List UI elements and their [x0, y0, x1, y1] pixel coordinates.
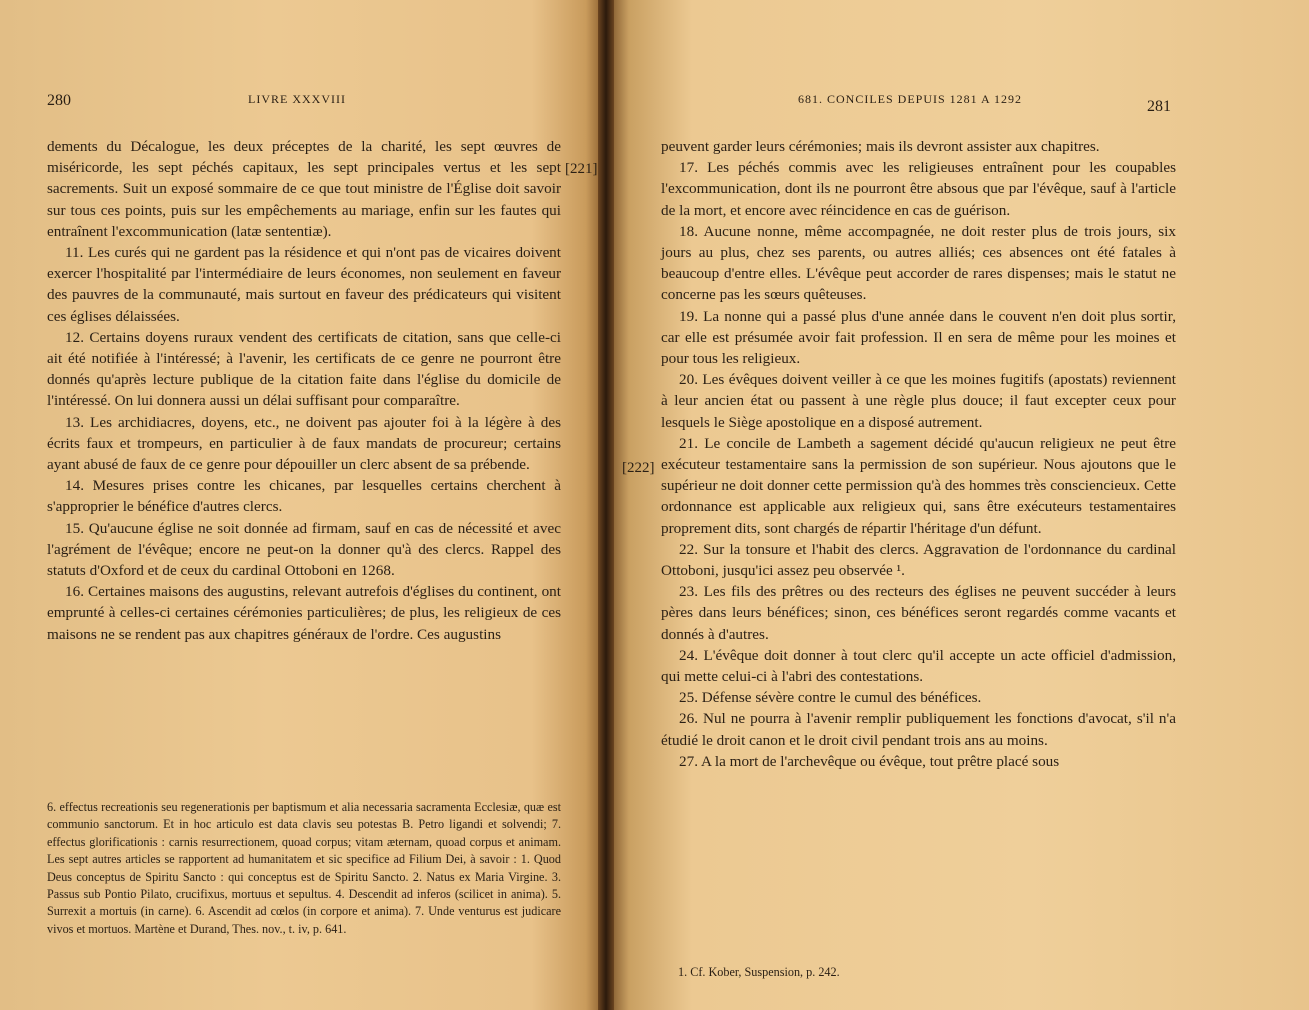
paragraph: 27. A la mort de l'archevêque ou évêque, tout prêtre placé sous [679, 752, 1060, 770]
paragraph: 18. Aucune nonne, même accompagnée, ne doit rester plus de trois jours, six jours au plus, chez ses parents, ou autres alliés; ces absences ont été fatales à beaucoup d'entre elles. L'évêque peut accorder de rares dispenses; mais le statut ne concerne pas les sœurs quêteuses. [661, 222, 1176, 304]
right-page [608, 0, 1309, 1010]
paragraph: 26. Nul ne pourra à l'avenir remplir publiquement les fonctions d'avocat, s'il n'a étudié le droit canon et le droit civil pendant trois ans au moins. [661, 710, 1176, 749]
paragraph: 17. Les péchés commis avec les religieuses entraînent pour les coupables l'excommunication, dont ils ne pourront être absous que par l'évêque, sauf à l'article de la mort, et encore avec réincidence en cas de guérison. [661, 159, 1176, 219]
paragraph: 21. Le concile de Lambeth a sagement décidé qu'aucun religieux ne peut être exécuteur testamentaire sans la permission de son supérieur. Nous ajoutons que le supérieur ne doit donner cette permission qu'à des hommes très consciencieux. Cette ordonnance est applicable aux religieux qui, sans être exécuteurs testamentaires proprement dits, sont chargés de répartir l'héritage d'un défunt. [661, 434, 1176, 537]
paragraph: 14. Mesures prises contre les chicanes, par lesquelles certains cherchent à s'approprier le bénéfice d'autres clercs. [47, 477, 561, 516]
footnote-text: 1. Cf. Kober, Suspension, p. 242. [678, 965, 840, 979]
paragraph: dements du Décalogue, les deux préceptes de la charité, les sept œuvres de miséricorde, les sept péchés capitaux, les sept principales vertus et les sept sacrements. Suit un exposé sommaire de ce que tout ministre de l'Église doit savoir sur tous ces points, puis sur les empêchements au mariage, enfin sur les fautes qui entraînent l'excommunication (latæ sententiæ). [47, 138, 561, 240]
paragraph: 15. Qu'aucune église ne soit donnée ad firmam, sauf en cas de nécessité et avec l'agrément de l'évêque; encore ne peut-on la donner qu'à des clercs. Rappel des statuts d'Oxford et de ceux du cardinal Ottoboni en 1268. [47, 519, 561, 580]
paragraph: 13. Les archidiacres, doyens, etc., ne doivent pas ajouter foi à la légère à des écrits faux et trompeurs, en particulier à de faux mandats de procureur; certains ayant abusé de faux de ce genre pour dépouiller un clerc absent de sa prébende. [47, 413, 561, 474]
right-body-text [661, 136, 1176, 772]
paragraph: 23. Les fils des prêtres ou des recteurs des églises ne peuvent succéder à leurs pères dans leurs bénéfices; sinon, ces bénéfices seront regardés comme vacants et donnés à d'autres. [661, 583, 1176, 643]
footnote-text: 6. effectus recreationis seu regenerationis per baptismum et alia necessaria sacramenta Ecclesiæ, quæ est communio sanctorum. Et in hoc articulo est data clavis seu potestas B. Petro ligandi et solvendi; 7. effectus glorificationis : carnis resurrectionem, quoad corpus; vitam æternam, quoad corpus et animam. Les sept autres articles se rapportent ad humanitatem et sic specifice ad Filium Dei, à savoir : 1. Quod Deus conceptus de Spiritu Sancto : qui conceptus est de Spiritu Sancto. 2. Natus ex Maria Virgine. 3. Passus sub Pontio Pilato, crucifixus, mortuus et sepultus. 4. Descendit ad inferos (scilicet in anima). 5. Surrexit a mortuis (in carne). 6. Ascendit ad cœlos (in corpore et anima). 7. Unde venturus est judicare vivos et mortuos. Martène et Durand, Thes. nov., t. iv, p. 641. [47, 800, 561, 936]
paragraph: 25. Défense sévère contre le cumul des bénéfices. [679, 689, 982, 707]
left-body-text [47, 136, 561, 645]
page-number: 281 [1147, 98, 1171, 115]
running-head: 681. CONCILES DEPUIS 1281 A 1292 [798, 92, 1023, 106]
page-marker: [221] [565, 161, 598, 177]
page-number: 280 [47, 92, 71, 109]
running-head: LIVRE XXXVIII [248, 92, 346, 106]
paragraph: 16. Certaines maisons des augustins, relevant autrefois d'églises du continent, ont emprunté à celles-ci certaines cérémonies particulières; de plus, les religieux de ces maisons ne se rendent pas aux chapitres généraux de l'ordre. Ces augustins [47, 583, 561, 643]
paragraph: 12. Certains doyens ruraux vendent des certificats de citation, sans que celle-ci ait été notifiée à l'intéressé; à l'avenir, les certificats de ce genre ne pourront être donnés qu'après lecture publique de la citation faite dans l'église du domicile de l'intéressé. On lui donnera aussi un délai suffisant pour comparaître. [47, 328, 561, 410]
paragraph: peuvent garder leurs cérémonies; mais ils devront assister aux chapitres. [661, 138, 1100, 155]
left-page [0, 0, 604, 1010]
paragraph: 11. Les curés qui ne gardent pas la résidence et qui n'ont pas de vicaires doivent exercer l'hospitalité par l'intermédiaire de leurs économes, non seulement en faveur des pauvres de la communauté, mais surtout en faveur des prédicateurs qui visitent ces églises délaissées. [47, 244, 561, 325]
page-marker: [222] [622, 460, 655, 476]
right-footnote [678, 964, 1178, 981]
paragraph: 19. La nonne qui a passé plus d'une année dans le couvent n'en doit plus sortir, car elle est présumée avoir fait profession. Il en sera de même pour les moines et pour tous les religieux. [661, 307, 1176, 368]
paragraph: 20. Les évêques doivent veiller à ce que les moines fugitifs (apostats) reviennent à leur ancien état ou passent à une règle plus douce; il faut excepter ceux pour lesquels le Siège apostolique en a disposé autrement. [661, 371, 1176, 431]
book-gutter [598, 0, 614, 1010]
paragraph: 22. Sur la tonsure et l'habit des clercs. Aggravation de l'ordonnance du cardinal Ottoboni, jusqu'ici assez peu observée ¹. [661, 540, 1176, 580]
paragraph: 24. L'évêque doit donner à tout clerc qu'il accepte un acte officiel d'admission, qui mette celui-ci à l'abri des contestations. [661, 646, 1176, 686]
left-footnote [47, 799, 561, 938]
